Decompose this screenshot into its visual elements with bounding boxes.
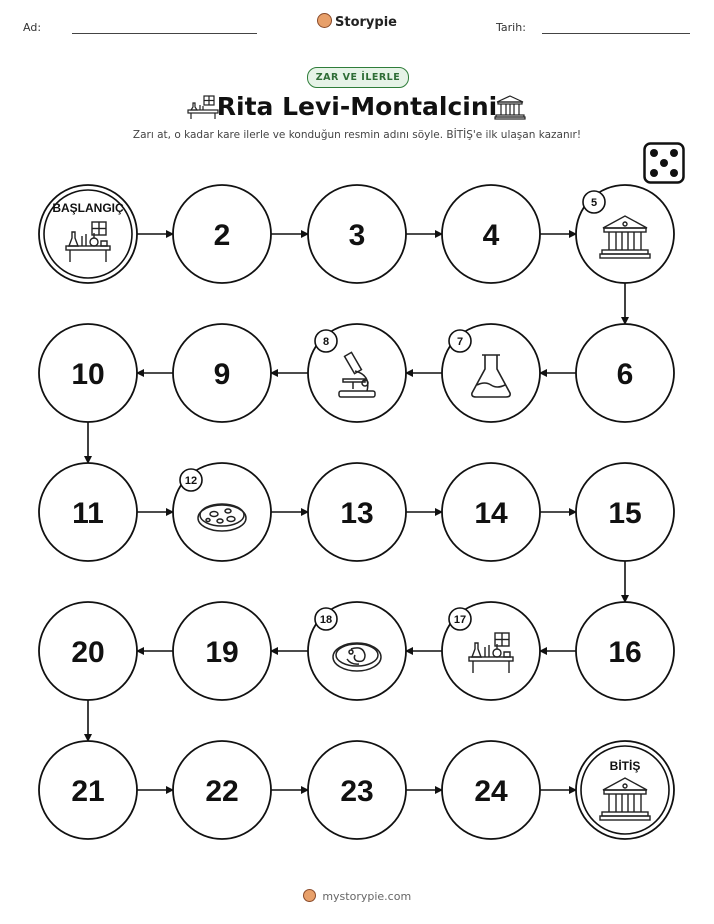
- cell-number: 22: [205, 775, 239, 808]
- board-cell-6[interactable]: [576, 324, 674, 422]
- board-cell-18[interactable]: [308, 602, 406, 700]
- cell-number: 12: [184, 475, 198, 487]
- cell-circle: [39, 185, 137, 283]
- board-cell-11[interactable]: [39, 463, 137, 561]
- footer-url: mystorypie.com: [322, 890, 412, 903]
- board-cell-19[interactable]: [173, 602, 271, 700]
- cell-number: 14: [474, 497, 508, 530]
- cell-number: 7: [456, 336, 464, 348]
- finish-label: BİTİŞ: [609, 759, 641, 773]
- cell-number: 15: [608, 497, 642, 530]
- cell-number: 13: [340, 497, 374, 530]
- cell-number: 18: [319, 614, 333, 626]
- board-cell-20[interactable]: [39, 602, 137, 700]
- board-cell-15[interactable]: [576, 463, 674, 561]
- board-cell-12[interactable]: [173, 463, 271, 561]
- board-cell-13[interactable]: [308, 463, 406, 561]
- cell-number: 11: [72, 497, 104, 530]
- cell-number: 8: [322, 336, 330, 348]
- board-cell-14[interactable]: [442, 463, 540, 561]
- board-cell-8[interactable]: [308, 324, 406, 422]
- footer: [0, 889, 714, 903]
- cell-number: 17: [453, 614, 467, 626]
- start-label: BAŞLANGIÇ: [52, 201, 124, 215]
- board-cell-24[interactable]: [442, 741, 540, 839]
- board-cell-10[interactable]: [39, 324, 137, 422]
- cell-number: 10: [71, 358, 105, 391]
- board-cell-21[interactable]: [39, 741, 137, 839]
- cell-number: 3: [348, 219, 366, 252]
- board-cell-1[interactable]: [39, 185, 137, 283]
- board-cell-25[interactable]: [576, 741, 674, 839]
- board-cell-17[interactable]: [442, 602, 540, 700]
- cell-number: 16: [608, 636, 642, 669]
- board-cell-22[interactable]: [173, 741, 271, 839]
- page-title: Rita Levi-Montalcini: [216, 92, 498, 121]
- cell-number: 4: [482, 219, 500, 252]
- board-cell-4[interactable]: [442, 185, 540, 283]
- cell-number: 6: [616, 358, 634, 391]
- board-cell-3[interactable]: [308, 185, 406, 283]
- board-cell-16[interactable]: [576, 602, 674, 700]
- cell-number: 20: [71, 636, 105, 669]
- footer-mascot-icon: [303, 889, 316, 902]
- board-cell-23[interactable]: [308, 741, 406, 839]
- date-label: Tarih:: [496, 21, 526, 34]
- name-label: Ad:: [23, 21, 42, 34]
- cell-number: 2: [213, 219, 231, 252]
- game-type-badge: ZAR VE İLERLE: [307, 67, 409, 88]
- cell-number: 21: [71, 775, 105, 808]
- board-cell-5[interactable]: [576, 185, 674, 283]
- cell-number: 23: [340, 775, 374, 808]
- board-cell-2[interactable]: [173, 185, 271, 283]
- board-cell-9[interactable]: [173, 324, 271, 422]
- board-cell-7[interactable]: [442, 324, 540, 422]
- cell-number: 9: [213, 358, 231, 391]
- instructions: Zarı at, o kadar kare ilerle ve konduğun resmin adını söyle. BİTİŞ'e ilk ulaşan kazanır!: [132, 129, 582, 141]
- brand-name: Storypie: [335, 15, 397, 30]
- cell-number: 24: [474, 775, 508, 808]
- cell-number: 5: [590, 197, 598, 209]
- cell-number: 19: [205, 636, 239, 669]
